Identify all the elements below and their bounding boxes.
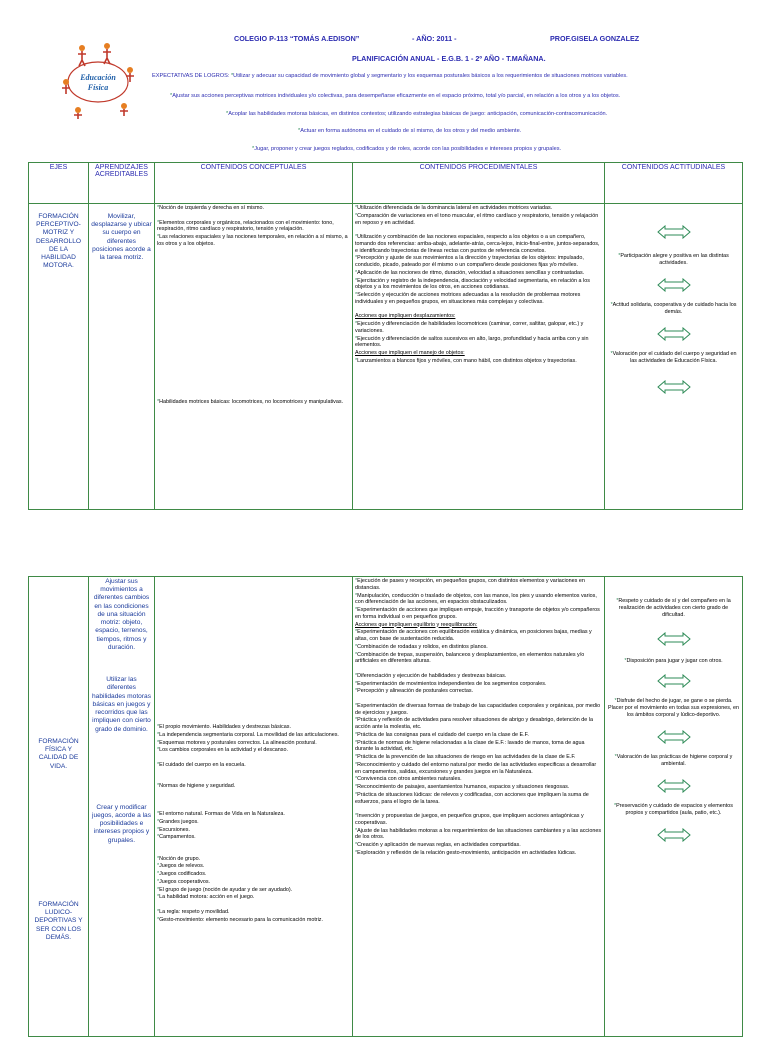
expectativas-line-3: *Acoplar las habilidades motoras básicas, en distintos contextos; utilizando estrategias básicas de juego: anticipación, comunicación-contracomunicación. (226, 111, 608, 117)
double-arrow-icon (657, 225, 691, 239)
expectativas-line-4: *Actuar en forma autónoma en el cuidado de sí mismo, de los otros y del medio ambiente. (298, 128, 522, 134)
conceptuales-cell: *Noción de izquierda y derecha en sí mismo. *Elementos corporales y orgánicos, relacionados con el movimiento: tono, respiración, ritmo cardíaco y respiratorio, tensión y relajación. *Las relaciones espaciales y las nociones temporales, en relación a sí mismo, a los otros y a los objetos. *Habilidades motrices básicas: locomotrices, no locomotrices y manipulativas. (155, 204, 353, 510)
table-row (29, 204, 743, 510)
col-conceptuales: CONTENIDOS CONCEPTUALES (155, 163, 353, 204)
procedimentales-cell: *Utilización diferenciada de la dominancia lateral en actividades motrices variadas. *Comparación de variaciones en el tono muscular, el ritmo cardíaco y respiratorio, tensión y relajación en reposo y en actividad. *Utilización y combinación de las nociones espaciales, respecto a los objetos o a un compañero, tomando dos referencias: arriba-abajo, adelante-atrás, cerca-lejos, inicio-final-entre, juntos-separados, e identificando trayectorias de líneas rectas con puntos de referencia concretos. *Percepción y ajuste de sus movimientos a la dirección y trayectorias de los objetos: impulsado, conducido, picado, pateado por él mismo o un compañero desde posiciones fijas y/o móviles. *Aplicación de las nociones de ritmo, duración, velocidad a situaciones sencillas y contrastadas. *Ejercitación y registro de la independencia, disociación y velocidad segmentaria, en relación a los objetos y a los movimientos de los otros, en acciones cotidianas. *Selección y ejecución de acciones motrices adecuadas a la resolución de problemas motores individuales y en pequeños grupos, en situaciones más complejas y colectivas. Acciones que impliquen desplazamientos: *Ejecución y diferenciación de habilidades locomotrices (caminar, correr, saltitar, galopar, etc.) y variaciones. *Ejecución y diferenciación de saltos sucesivos en alto, largo, profundidad y hacia arriba con y sin elementos. Acciones que impliquen el manejo de objetos: *Lanzamientos a blancos fijos y móviles, con mano hábil, con distintos objetos y trayectorias. (353, 204, 605, 510)
col-aprendizajes: APRENDIZAJES ACREDITABLES (89, 163, 155, 204)
actitudinales-cell: *Respeto y cuidado de sí y del compañero en la realización de actividades con cierto grado de dificultad. *Disposición para jugar y jugar con otros. *Disfrute del hecho de jugar, se gane o se pierda. Placer por el movimiento en todas sus expresiones, en los ámbitos corporal y lúdico-deportivo. *Valoración de las prácticas de higiene corporal y ambiental. *Preservación y cuidado de espacios y elementos propios y compartidos (aula, patio, etc.). (605, 577, 743, 1037)
eje-cell: FORMACIÓN PERCEPTIVO-MOTRIZ Y DESARROLLO DE LA HABILIDAD MOTORA. (29, 204, 89, 510)
table-header-row (29, 163, 743, 204)
conceptuales-cell: *El propio movimiento. Habilidades y destrezas básicas. *La independencia segmentaria corporal. La movilidad de las articulaciones. *Esquemas motores y posturales correctos. La alineación postural. *Los cambios corporales en la actividad y el descanso. *El cuidado del cuerpo en la escuela. *Normas de higiene y seguridad. *El entorno natural. Formas de Vida en la Naturaleza. *Grandes juegos. *Excursiones. *Campamentos. *Noción de grupo. *Juegos de relevos. *Juegos codificados. *Juegos cooperativos. *El grupo de juego (noción de ayudar y de ser ayudado). *La habilidad motora: acción en el juego. *La regla: respeto y movilidad. *Gesto-movimiento: elemento necesario para la comunicación motriz. (155, 577, 353, 1037)
planning-table-1 (28, 162, 743, 510)
double-arrow-icon (657, 380, 691, 394)
double-arrow-icon (657, 327, 691, 341)
aprendizaje-cell: Ajustar sus movimientos a diferentes cambios en las condiciones de una situación motriz: objeto, espacio, terrenos, tiempos, ritmos y duración. Utilizar las diferentes habilidades motoras básicas en juegos y recorridos que las impliquen con cierto grado de dominio. Crear y modificar juegos, acorde a las posibilidades e intereses propios y grupales. (89, 577, 155, 1037)
table-row (29, 577, 743, 1037)
double-arrow-icon (657, 828, 691, 842)
double-arrow-icon (657, 278, 691, 292)
expectativas-line-2: *Ajustar sus acciones perceptivas motrices individuales y/o colectivas, para desempeñarse eficazmente en el espacio próximo, total y/o parcial, en relación a los otros y a los objetos. (170, 93, 621, 99)
planning-table-2 (28, 576, 743, 1037)
aprendizaje-cell: Movilizar, desplazarse y ubicar su cuerpo en diferentes posiciones acorde a la tarea motriz. (89, 204, 155, 510)
plan-title: PLANIFICACIÓN ANUAL - E.G.B. 1 - 2º AÑO - T.MAÑANA. (352, 54, 546, 63)
school-year: - AÑO: 2011 - (412, 34, 457, 43)
double-arrow-icon (657, 779, 691, 793)
col-actitudinales: CONTENIDOS ACTITUDINALES (605, 163, 743, 204)
svg-text:Educación: Educación (80, 73, 116, 82)
col-ejes: EJES (29, 163, 89, 204)
school-name: COLEGIO P-113 “TOMÁS A.EDISON” (234, 34, 360, 43)
double-arrow-icon (657, 730, 691, 744)
actitudinales-cell: *Participación alegre y positiva en las distintas actividades. *Actitud solidaria, cooperativa y de cuidado hacia los demás. *Valoración por el cuidado del cuerpo y seguridad en las actividades de Educación Física. (605, 204, 743, 510)
expectativas-line-5: *Jugar, proponer y crear juegos reglados, codificados y de roles, acorde con las posibilidades e intereses propios y grupales. (252, 146, 562, 152)
procedimentales-cell: *Ejecución de pases y recepción, en pequeños grupos, con distintos elementos y variaciones en distancias. *Manipulación, conducción o traslado de objetos, con las manos, los pies y usando elementos varios, con diferenciación de las acciones, en espacios obstaculizados. *Experimentación de acciones que impliquen empuje, tracción y transporte de objetos y/o compañeros en forma individual o en pequeños grupos. Acciones que impliquen equilibrio y reequilibración: *Experimentación de acciones con equilibración estática y dinámica, en posiciones bajas, medias y altas, con base de sustentación reducida. *Combinación de rodadas y rolidos, en distintos planos. *Combinación de trepas, suspensión, balanceos y desplazamientos, en elementos naturales y/o artificiales en diferentes alturas. *Diferenciación y ejecución de habilidades y destrezas básicas. *Experimentación de movimientos independientes de los segmentos corporales. *Percepción y alineación de posturales correctas. *Experimentación de diversas formas de trabajo de las capacidades corporales y orgánicas, por medio de ejercicios y juegos. *Práctica y reflexión de actividades para resolver situaciones de abrigo y desabrigo, detención de la acción ante la molestia, etc. *Práctica de las consignas para el cuidado del cuerpo en la clase de E.F. *Práctica de normas de higiene relacionadas a la clase de E.F.: lavado de manos, toma de agua durante la actividad, etc. *Práctica de la prevención de las situaciones de riesgo en las actividades de la clase de E.F. *Reconocimiento y cuidado del entorno natural por medio de las actividades especificas a desarrollar en campamentos, salidas, excursiones y grandes juegos en la Naturaleza. *Convivencia con otros ambientes naturales. *Reconocimiento de paisajes, asentamientos humanos, espacios y situaciones riesgosas. *Práctica de situaciones lúdicas: de relevos y codificadas, con acciones que impliquen la suma de esfuerzos, para el logro de la tarea. *Invención y propuestas de juegos, en pequeños grupos, que impliquen acciones antagónicas y cooperativas. *Ajuste de las habilidades motoras a los requerimientos de las situaciones cambiantes y a las acciones de los otros. *Creación y aplicación de nuevas reglas, en actividades compartidas. *Exploración y reflexión de la relación gesto-movimiento, anticipación en actividades lúdicas. (353, 577, 605, 1037)
teacher-name: PROF.GISELA GONZALEZ (550, 34, 640, 43)
educacion-fisica-logo (52, 40, 144, 120)
col-procedimentales: CONTENIDOS PROCEDIMENTALES (353, 163, 605, 204)
expectativas-line-1: EXPECTATIVAS DE LOGROS: *Utilizar y adecuar su capacidad de movimiento global y segmentario y los esquemas posturales básicos a los requerimientos de situaciones motrices variables. (152, 73, 628, 79)
svg-text:Física: Física (87, 83, 109, 92)
double-arrow-icon (657, 674, 691, 688)
double-arrow-icon (657, 632, 691, 646)
eje-cell: FORMACIÓN FÍSICA Y CALIDAD DE VIDA. FORMACIÓN LUDICO-DEPORTIVAS Y SER CON LOS DEMÁS. (29, 577, 89, 1037)
